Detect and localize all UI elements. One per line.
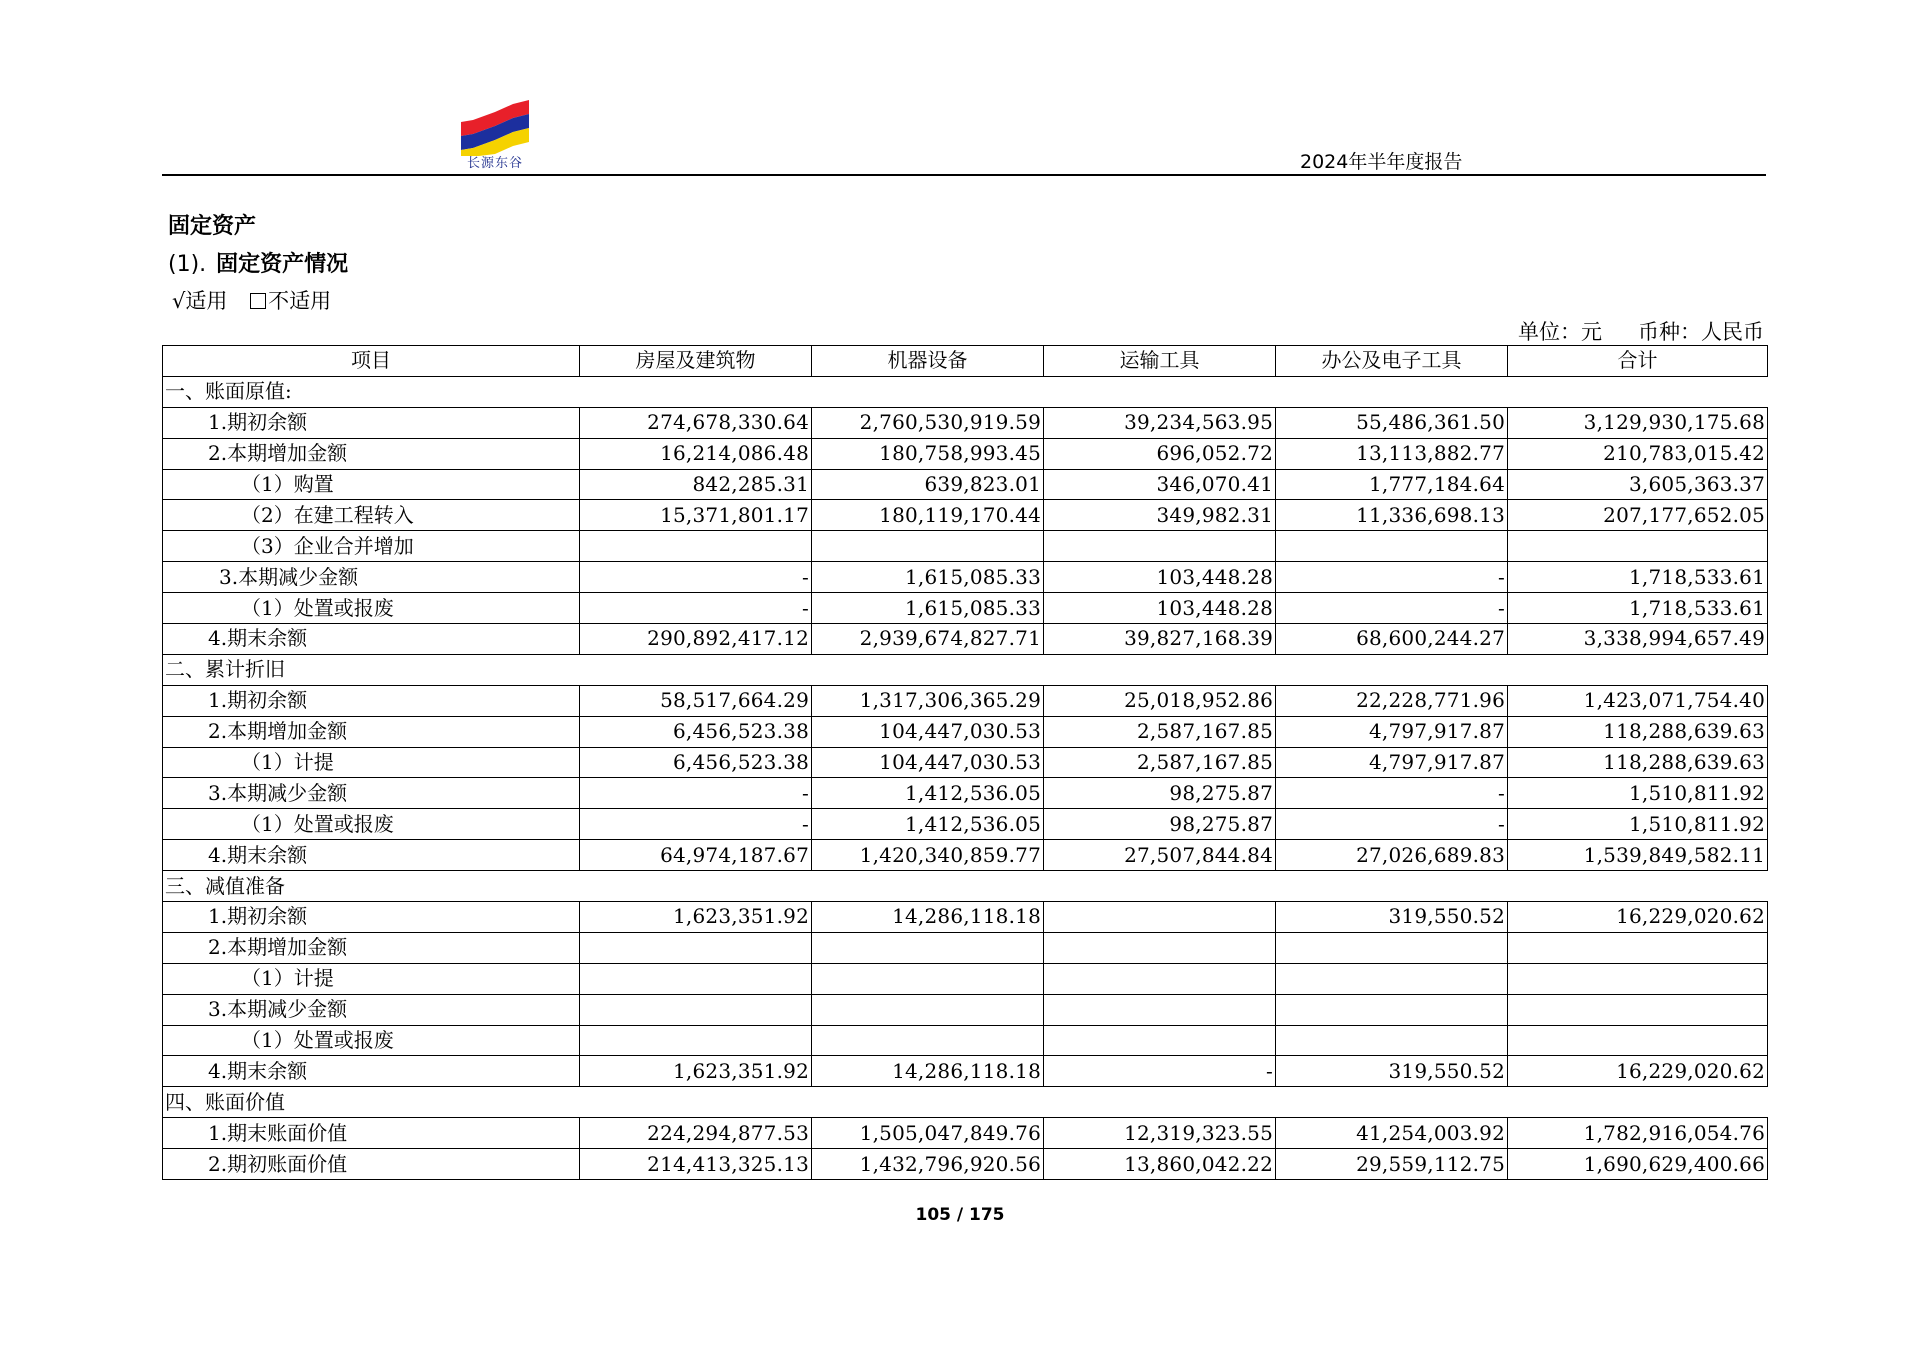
value-cell <box>812 932 1044 963</box>
section-label: 二、累计折旧 <box>163 654 1768 685</box>
value-cell <box>1508 963 1768 994</box>
table-row <box>163 531 1768 562</box>
value-cell <box>1276 994 1508 1025</box>
table-row <box>163 469 1768 500</box>
value-cell: 104,447,030.53 <box>812 747 1044 778</box>
value-cell: 214,413,325.13 <box>580 1149 812 1180</box>
value-cell: 58,517,664.29 <box>580 685 812 716</box>
value-cell <box>1508 994 1768 1025</box>
table-row <box>163 593 1768 624</box>
page-number: 105 / 175 <box>915 1205 1005 1225</box>
row-label: 3.本期减少金额 <box>163 778 580 809</box>
value-cell: 39,234,563.95 <box>1044 407 1276 438</box>
row-label: 3.本期减少金额 <box>163 994 580 1025</box>
row-label: 3.本期减少金额 <box>163 562 580 593</box>
row-label: （1）处置或报废 <box>163 593 580 624</box>
table-row <box>163 1056 1768 1087</box>
section-label: 三、减值准备 <box>163 871 1768 902</box>
value-cell: 1,412,536.05 <box>812 778 1044 809</box>
row-label: 4.期末余额 <box>163 840 580 871</box>
not-applicable-label: 不适用 <box>268 289 332 313</box>
value-cell: 224,294,877.53 <box>580 1118 812 1149</box>
value-cell: 210,783,015.42 <box>1508 438 1768 469</box>
unit-line <box>1514 316 1764 346</box>
value-cell: 103,448.28 <box>1044 562 1276 593</box>
value-cell: 2,939,674,827.71 <box>812 624 1044 655</box>
value-cell: 1,505,047,849.76 <box>812 1118 1044 1149</box>
value-cell: 55,486,361.50 <box>1276 407 1508 438</box>
section-row <box>163 376 1768 407</box>
table-row <box>163 747 1768 778</box>
table-row <box>163 438 1768 469</box>
value-cell: 118,288,639.63 <box>1508 747 1768 778</box>
applicability-options <box>172 285 331 315</box>
value-cell: 1,539,849,582.11 <box>1508 840 1768 871</box>
value-cell <box>1044 932 1276 963</box>
table-row <box>163 716 1768 747</box>
value-cell: 2,760,530,919.59 <box>812 407 1044 438</box>
value-cell <box>580 932 812 963</box>
value-cell: 68,600,244.27 <box>1276 624 1508 655</box>
value-cell: 274,678,330.64 <box>580 407 812 438</box>
table-row <box>163 407 1768 438</box>
row-label: 1.期初余额 <box>163 685 580 716</box>
column-header: 运输工具 <box>1044 346 1276 377</box>
table-row <box>163 963 1768 994</box>
value-cell: 1,423,071,754.40 <box>1508 685 1768 716</box>
table-row <box>163 624 1768 655</box>
value-cell <box>1044 1025 1276 1056</box>
table-row <box>163 778 1768 809</box>
applicable-option: √适用 <box>172 289 228 313</box>
value-cell: - <box>580 562 812 593</box>
value-cell: 3,338,994,657.49 <box>1508 624 1768 655</box>
value-cell: 1,718,533.61 <box>1508 593 1768 624</box>
value-cell: 41,254,003.92 <box>1276 1118 1508 1149</box>
not-applicable-option <box>250 289 331 313</box>
value-cell <box>1276 963 1508 994</box>
section-label: 一、账面原值: <box>163 376 1768 407</box>
company-logo-icon <box>459 98 531 156</box>
row-label: （1）处置或报废 <box>163 809 580 840</box>
unit-label: 单位：元 <box>1518 320 1602 344</box>
value-cell: - <box>580 778 812 809</box>
value-cell: 1,412,536.05 <box>812 809 1044 840</box>
table-row <box>163 840 1768 871</box>
row-label: （1）购置 <box>163 469 580 500</box>
column-header: 办公及电子工具 <box>1276 346 1508 377</box>
value-cell: 64,974,187.67 <box>580 840 812 871</box>
table-row <box>163 1118 1768 1149</box>
report-title: 2024年半年度报告 <box>1300 151 1463 173</box>
value-cell <box>1044 531 1276 562</box>
value-cell: 25,018,952.86 <box>1044 685 1276 716</box>
value-cell: 1,432,796,920.56 <box>812 1149 1044 1180</box>
logo-text: 长源东谷 <box>466 156 523 171</box>
row-label: 4.期末余额 <box>163 624 580 655</box>
row-label: （3）企业合并增加 <box>163 531 580 562</box>
row-label: 2.本期增加金额 <box>163 716 580 747</box>
column-header: 项目 <box>163 346 580 377</box>
value-cell: 16,229,020.62 <box>1508 902 1768 933</box>
table-row <box>163 932 1768 963</box>
value-cell: 349,982.31 <box>1044 500 1276 531</box>
value-cell: 2,587,167.85 <box>1044 716 1276 747</box>
value-cell: - <box>1276 778 1508 809</box>
subsection-number: (1). <box>168 252 207 277</box>
value-cell: 1,615,085.33 <box>812 593 1044 624</box>
table-row <box>163 809 1768 840</box>
value-cell: 14,286,118.18 <box>812 902 1044 933</box>
value-cell: 4,797,917.87 <box>1276 747 1508 778</box>
value-cell: 27,026,689.83 <box>1276 840 1508 871</box>
column-header: 合计 <box>1508 346 1768 377</box>
table-header-row <box>163 346 1768 377</box>
value-cell: 1,317,306,365.29 <box>812 685 1044 716</box>
value-cell <box>580 994 812 1025</box>
section-row <box>163 1087 1768 1118</box>
value-cell: 2,587,167.85 <box>1044 747 1276 778</box>
value-cell: 639,823.01 <box>812 469 1044 500</box>
value-cell: 842,285.31 <box>580 469 812 500</box>
value-cell: 16,214,086.48 <box>580 438 812 469</box>
subsection-title <box>168 247 348 278</box>
value-cell: 1,623,351.92 <box>580 1056 812 1087</box>
value-cell <box>812 994 1044 1025</box>
value-cell: 4,797,917.87 <box>1276 716 1508 747</box>
table-row <box>163 685 1768 716</box>
row-label: （1）计提 <box>163 963 580 994</box>
table-row <box>163 562 1768 593</box>
row-label: 1.期初余额 <box>163 902 580 933</box>
value-cell <box>1044 902 1276 933</box>
value-cell: 13,113,882.77 <box>1276 438 1508 469</box>
row-label: 2.期初账面价值 <box>163 1149 580 1180</box>
value-cell <box>812 531 1044 562</box>
table-row <box>163 500 1768 531</box>
value-cell <box>1276 1025 1508 1056</box>
value-cell: - <box>1276 593 1508 624</box>
value-cell: 13,860,042.22 <box>1044 1149 1276 1180</box>
currency-label: 币种：人民币 <box>1638 320 1764 344</box>
table-row <box>163 902 1768 933</box>
value-cell: 1,690,629,400.66 <box>1508 1149 1768 1180</box>
value-cell: 98,275.87 <box>1044 778 1276 809</box>
column-header: 机器设备 <box>812 346 1044 377</box>
section-row <box>163 654 1768 685</box>
value-cell <box>812 963 1044 994</box>
value-cell <box>1044 994 1276 1025</box>
value-cell: 103,448.28 <box>1044 593 1276 624</box>
row-label: （2）在建工程转入 <box>163 500 580 531</box>
checkbox-empty-icon <box>250 293 266 309</box>
value-cell <box>1508 1025 1768 1056</box>
row-label: 2.本期增加金额 <box>163 438 580 469</box>
value-cell: 14,286,118.18 <box>812 1056 1044 1087</box>
row-label: （1）计提 <box>163 747 580 778</box>
row-label: （1）处置或报废 <box>163 1025 580 1056</box>
value-cell: 12,319,323.55 <box>1044 1118 1276 1149</box>
value-cell: 696,052.72 <box>1044 438 1276 469</box>
row-label: 4.期末余额 <box>163 1056 580 1087</box>
value-cell: 118,288,639.63 <box>1508 716 1768 747</box>
value-cell <box>580 963 812 994</box>
value-cell: 15,371,801.17 <box>580 500 812 531</box>
value-cell: 1,718,533.61 <box>1508 562 1768 593</box>
value-cell: 1,777,184.64 <box>1276 469 1508 500</box>
value-cell: 3,605,363.37 <box>1508 469 1768 500</box>
row-label: 1.期末账面价值 <box>163 1118 580 1149</box>
value-cell: - <box>580 593 812 624</box>
value-cell <box>1276 531 1508 562</box>
value-cell: 1,510,811.92 <box>1508 778 1768 809</box>
value-cell <box>1044 963 1276 994</box>
value-cell <box>580 1025 812 1056</box>
fixed-assets-table <box>162 345 1768 1180</box>
value-cell: 1,623,351.92 <box>580 902 812 933</box>
row-label: 1.期初余额 <box>163 407 580 438</box>
value-cell: 98,275.87 <box>1044 809 1276 840</box>
table-row <box>163 1149 1768 1180</box>
value-cell: 290,892,417.12 <box>580 624 812 655</box>
value-cell: 104,447,030.53 <box>812 716 1044 747</box>
value-cell: 6,456,523.38 <box>580 716 812 747</box>
value-cell: 27,507,844.84 <box>1044 840 1276 871</box>
value-cell: 39,827,168.39 <box>1044 624 1276 655</box>
row-label: 2.本期增加金额 <box>163 932 580 963</box>
value-cell <box>1508 932 1768 963</box>
header-divider <box>162 174 1766 176</box>
value-cell: 207,177,652.05 <box>1508 500 1768 531</box>
section-row <box>163 871 1768 902</box>
value-cell <box>580 531 812 562</box>
value-cell: 346,070.41 <box>1044 469 1276 500</box>
value-cell: 11,336,698.13 <box>1276 500 1508 531</box>
value-cell <box>1508 531 1768 562</box>
value-cell: 1,782,916,054.76 <box>1508 1118 1768 1149</box>
subsection-label: 固定资产情况 <box>216 252 349 277</box>
section-title: 固定资产 <box>168 214 257 239</box>
table-row <box>163 1025 1768 1056</box>
value-cell: 22,228,771.96 <box>1276 685 1508 716</box>
value-cell <box>1276 932 1508 963</box>
value-cell: 16,229,020.62 <box>1508 1056 1768 1087</box>
value-cell: - <box>1276 562 1508 593</box>
value-cell: 1,615,085.33 <box>812 562 1044 593</box>
value-cell: - <box>1276 809 1508 840</box>
value-cell: 319,550.52 <box>1276 902 1508 933</box>
value-cell <box>812 1025 1044 1056</box>
value-cell: 1,510,811.92 <box>1508 809 1768 840</box>
value-cell: 6,456,523.38 <box>580 747 812 778</box>
value-cell: 180,758,993.45 <box>812 438 1044 469</box>
value-cell: 180,119,170.44 <box>812 500 1044 531</box>
section-label: 四、账面价值 <box>163 1087 1768 1118</box>
value-cell: 1,420,340,859.77 <box>812 840 1044 871</box>
value-cell: 3,129,930,175.68 <box>1508 407 1768 438</box>
value-cell: 319,550.52 <box>1276 1056 1508 1087</box>
value-cell: 29,559,112.75 <box>1276 1149 1508 1180</box>
value-cell: - <box>580 809 812 840</box>
value-cell: - <box>1044 1056 1276 1087</box>
column-header: 房屋及建筑物 <box>580 346 812 377</box>
table-row <box>163 994 1768 1025</box>
